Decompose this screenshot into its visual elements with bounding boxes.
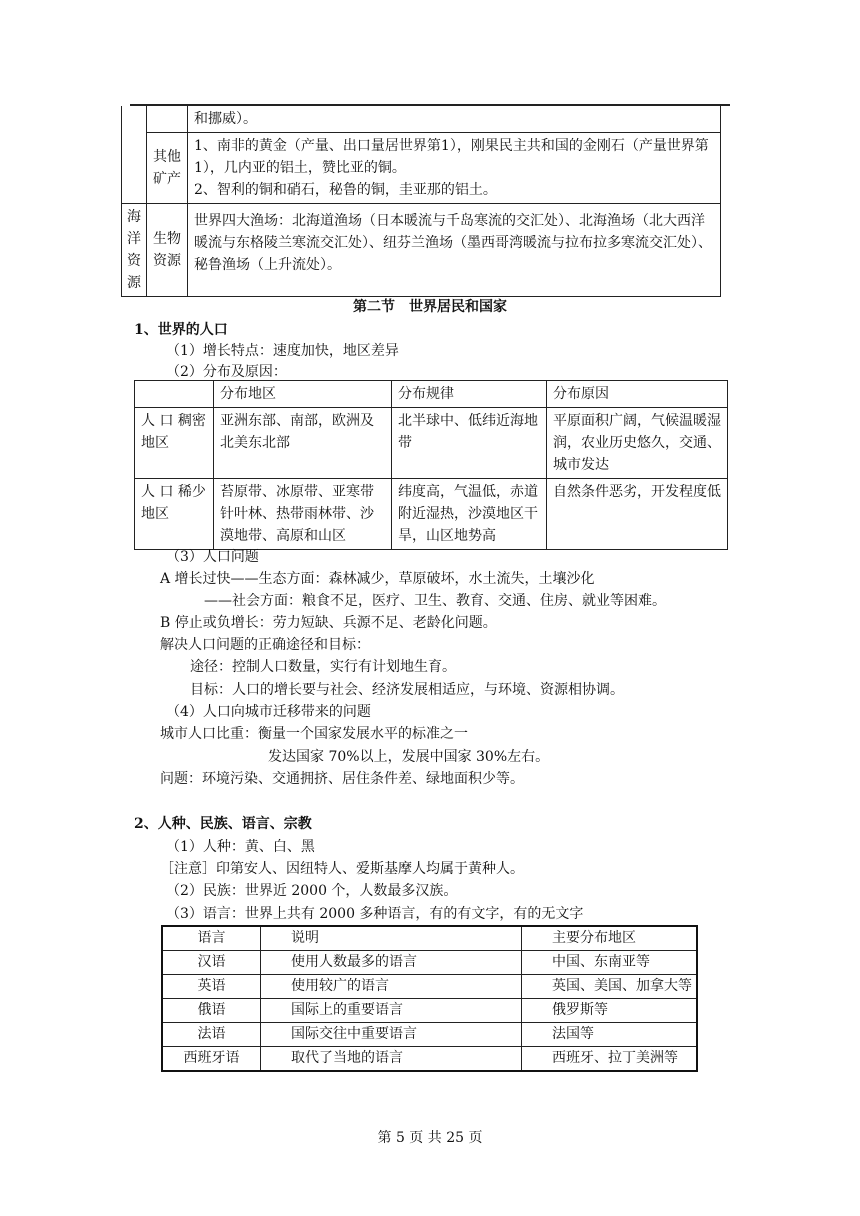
table-cell: 国际上的重要语言: [261, 999, 522, 1023]
table-header-cell: 分布规律: [392, 381, 547, 408]
table-cell: 中国、东南亚等: [522, 951, 698, 975]
ethnic-line: （2）民族：世界近 2000 个，人数最多汉族。: [166, 883, 458, 899]
goal-line: 目标：人口的增长要与社会、经济发展相适应，与环境、资源相协调。: [190, 682, 624, 698]
table-cell: 纬度高，气温低，赤道附近湿热，沙漠地区干旱，山区地势高: [392, 479, 547, 550]
ocean-label-char: 洋: [127, 231, 141, 247]
a-line2: ——社会方面：粮食不足，医疗、卫生、教育、交通、住房、就业等困难。: [204, 593, 666, 609]
table-cell: 法国等: [522, 1023, 698, 1047]
other-minerals-cell: [188, 133, 721, 204]
table-cell: 俄罗斯等: [522, 999, 698, 1023]
race-line: （1）人种：黄、白、黑: [166, 839, 315, 855]
table-cell: 使用较广的语言: [261, 975, 522, 999]
table-header-cell: 分布原因: [547, 381, 728, 408]
ocean-label-char: 资: [127, 253, 141, 269]
table-cell: 西班牙语: [162, 1047, 261, 1072]
table-cell: 国际交往中重要语言: [261, 1023, 522, 1047]
note-line: ［注意］印第安人、因纽特人、爱斯基摩人均属于黄种人。: [160, 861, 524, 877]
table-cell: 英国、美国、加拿大等: [522, 975, 698, 999]
population-heading: 1、世界的人口: [134, 322, 228, 338]
table-cell: 自然条件恶劣，开发程度低: [547, 479, 728, 550]
table-cell: 使用人数最多的语言: [261, 951, 522, 975]
table-cell: 亚洲东部、南部，欧洲及北美东北部: [214, 408, 392, 479]
table-header-cell: 说明: [261, 926, 522, 951]
other-minerals-line1: 1、南非的黄金（产量、出口量居世界第1），刚果民主共和国的金刚石（产量世界第1），几内亚的铝土，赞比亚的铜。: [194, 138, 709, 176]
a-line1: A 增长过快——生态方面：森林减少，草原破坏，水土流失，土壤沙化: [160, 571, 595, 587]
table-row: [135, 408, 728, 479]
table-header-cell: 分布地区: [214, 381, 392, 408]
table-cell: 汉语: [162, 951, 261, 975]
table-cell: 西班牙、拉丁美洲等: [522, 1047, 698, 1072]
table-cell: 北半球中、低纬近海地带: [392, 408, 547, 479]
table-cell: 俄语: [162, 999, 261, 1023]
table-header-cell: 主要分布地区: [522, 926, 698, 951]
ocean-label-char: 海: [127, 209, 141, 225]
urban-ratio-line: 城市人口比重：衡量一个国家发展水平的标准之一: [160, 726, 468, 742]
table-row: [162, 999, 697, 1023]
table-cell: 取代了当地的语言: [261, 1047, 522, 1072]
distribution-line: （2）分布及原因：: [166, 364, 287, 380]
empty-cell: [147, 106, 188, 133]
section-title: 第二节 世界居民和国家: [353, 299, 507, 315]
table-cell: 苔原带、冰原带、亚寒带针叶林、热带雨林带、沙漠地带、高原和山区: [214, 479, 392, 550]
language-line: （3）语言：世界上共有 2000 多种语言，有的有文字，有的无文字: [166, 906, 584, 922]
resources-table: [121, 106, 721, 297]
language-table: [161, 925, 698, 1072]
population-distribution-table: [134, 380, 728, 550]
other-minerals-line2: 2、智利的铜和硝石，秘鲁的铜，圭亚那的铝土。: [194, 182, 497, 198]
table-row: [162, 1047, 697, 1072]
table-row: [162, 1023, 697, 1047]
issues-line: 问题：环境污染、交通拥挤、居住条件差、绿地面积少等。: [160, 771, 524, 787]
table-row: [162, 951, 697, 975]
table-row: [162, 975, 697, 999]
page-footer: 第 5 页 共 25 页: [377, 1130, 483, 1146]
table-cell: 英语: [162, 975, 261, 999]
solve-line: 解决人口问题的正确途径和目标：: [160, 637, 370, 653]
table-row: [135, 479, 728, 550]
urban-ratio-line2: 发达国家 70%以上，发展中国家 30%左右。: [268, 749, 550, 765]
table-cell: 平原面积广阔，气候温暖湿润，农业历史悠久，交通、城市发达: [547, 408, 728, 479]
other-minerals-label: 其他矿产: [147, 133, 188, 204]
problems-line: （3）人口问题: [166, 549, 259, 565]
table-cell: 人 口 稠密地区: [135, 408, 214, 479]
bio-resources-label: 生物资源: [147, 204, 188, 297]
way-line: 途径：控制人口数量，实行有计划地生育。: [190, 659, 456, 675]
ocean-resources-label: [122, 204, 147, 297]
table-header-cell: 语言: [162, 926, 261, 951]
race-heading: 2、人种、民族、语言、宗教: [134, 816, 312, 832]
table-cell: 法语: [162, 1023, 261, 1047]
growth-line: （1）增长特点：速度加快，地区差异: [166, 343, 399, 359]
row1-text: 和挪威）。: [188, 106, 721, 133]
b-line: B 停止或负增长：劳力短缺、兵源不足、老龄化问题。: [160, 615, 497, 631]
bio-resources-text: 世界四大渔场：北海道渔场（日本暖流与千岛寒流的交汇处）、北海渔场（北大西洋暖流与东格陵兰寒流交汇处）、纽芬兰渔场（墨西哥湾暖流与拉布拉多寒流交汇处）、秘鲁渔场（上升流处）。: [188, 204, 721, 297]
migration-line: （4）人口向城市迁移带来的问题: [166, 704, 371, 720]
table-cell: 人 口 稀少地区: [135, 479, 214, 550]
empty-cell: [122, 106, 147, 204]
table-header-cell: [135, 381, 214, 408]
ocean-label-char: 源: [127, 275, 141, 291]
